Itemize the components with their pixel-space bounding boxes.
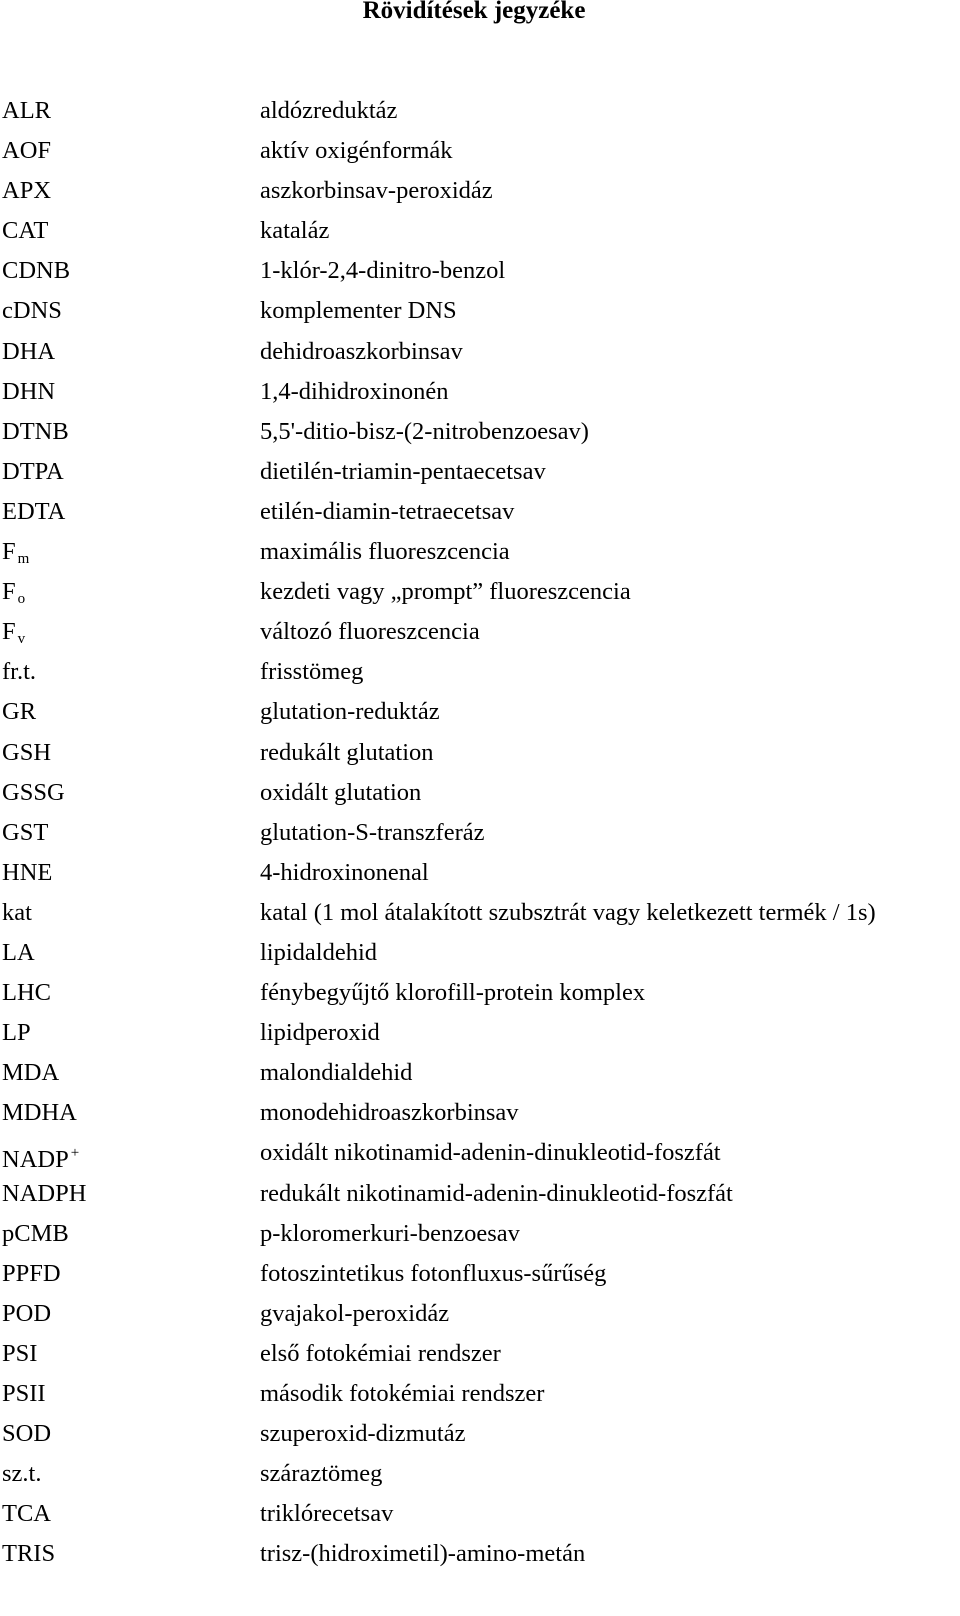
abbreviation-definition: glutation-S-transzferáz	[260, 818, 485, 846]
abbreviation-definition: aszkorbinsav-peroxidáz	[260, 177, 493, 205]
abbreviation-term	[0, 1258, 260, 1290]
abbreviation-definition: szuperoxid-dizmutáz	[260, 1420, 466, 1448]
abbreviation-term	[0, 1538, 260, 1570]
abbreviation-term	[0, 1498, 260, 1530]
abbreviation-term	[0, 1137, 260, 1176]
abbreviation-definition: triklórecetsav	[260, 1500, 394, 1528]
abbreviation-definition: 1-klór-2,4-dinitro-benzol	[260, 257, 506, 285]
abbreviation-term	[0, 496, 260, 528]
abbreviation-term-subscript: o	[17, 591, 26, 608]
abbreviation-term-text: SOD	[2, 1420, 52, 1448]
abbreviation-row	[0, 857, 960, 897]
abbreviation-term	[0, 215, 260, 247]
abbreviation-term-text: CDNB	[2, 257, 71, 285]
abbreviation-term	[0, 416, 260, 448]
abbreviation-definition: redukált glutation	[260, 738, 434, 766]
abbreviation-definition: második fotokémiai rendszer	[260, 1380, 545, 1407]
abbreviation-term-text: POD	[2, 1299, 52, 1327]
abbreviation-definition: lipidaldehid	[260, 938, 378, 966]
abbreviation-definition: komplementer DNS	[260, 297, 457, 325]
abbreviation-term-text: LP	[2, 1019, 31, 1047]
abbreviation-definition: száraztömeg	[260, 1460, 383, 1488]
abbreviation-definition: dehidroaszkorbinsav	[260, 337, 463, 365]
abbreviation-definition: maximális fluoreszcencia	[260, 538, 510, 566]
abbreviation-definition: redukált nikotinamid-adenin-dinukleotid-foszfát	[260, 1179, 733, 1207]
abbreviation-row	[0, 1418, 960, 1458]
abbreviation-row	[0, 1338, 960, 1378]
abbreviation-definition: aldózreduktáz	[260, 97, 398, 124]
abbreviation-term-text: GSH	[2, 738, 52, 766]
abbreviation-term	[0, 616, 260, 655]
abbreviation-row	[0, 536, 960, 576]
abbreviation-term-text: NADP	[2, 1146, 69, 1174]
abbreviation-term-text: fr.t.	[2, 658, 37, 686]
abbreviation-definition: glutation-reduktáz	[260, 698, 440, 726]
abbreviation-definition: kataláz	[260, 217, 330, 245]
abbreviation-row	[0, 656, 960, 696]
abbreviation-term-text: PSII	[2, 1380, 46, 1407]
abbreviation-definition: gvajakol-peroxidáz	[260, 1299, 450, 1327]
abbreviation-term	[0, 937, 260, 969]
abbreviation-term	[0, 817, 260, 849]
abbreviation-row	[0, 1378, 960, 1418]
abbreviation-term	[0, 1017, 260, 1049]
abbreviation-term-subscript: m	[17, 551, 30, 568]
abbreviation-term	[0, 696, 260, 728]
abbreviation-term	[0, 336, 260, 368]
abbreviation-term-text: F	[2, 618, 16, 646]
abbreviation-term-text: F	[2, 578, 16, 606]
abbreviation-row	[0, 977, 960, 1017]
abbreviation-definition: katal (1 mol átalakított szubsztrát vagy keletkezett termék / 1s)	[260, 898, 876, 926]
abbreviation-term-superscript: +	[70, 1145, 80, 1162]
abbreviation-term	[0, 656, 260, 688]
abbreviation-row	[0, 1458, 960, 1498]
abbreviation-term-text: TCA	[2, 1500, 51, 1528]
abbreviation-term	[0, 576, 260, 615]
abbreviation-row	[0, 616, 960, 656]
abbreviation-definition: malondialdehid	[260, 1059, 413, 1087]
abbreviation-term	[0, 1057, 260, 1089]
abbreviation-term	[0, 1178, 260, 1210]
abbreviation-row	[0, 1218, 960, 1258]
abbreviation-term-text: AOF	[2, 137, 52, 165]
abbreviation-term	[0, 295, 260, 327]
abbreviation-term	[0, 1458, 260, 1490]
abbreviation-row	[0, 416, 960, 456]
abbreviation-definition: változó fluoreszcencia	[260, 618, 480, 646]
abbreviation-row	[0, 1258, 960, 1298]
abbreviation-definition: 1,4-dihidroxinonén	[260, 377, 449, 405]
abbreviation-term-text: F	[2, 538, 16, 566]
abbreviation-term-text: GR	[2, 698, 37, 726]
abbreviation-term	[0, 1097, 260, 1129]
abbreviation-row	[0, 496, 960, 536]
abbreviation-term-text: sz.t.	[2, 1460, 42, 1488]
abbreviation-term-text: NADPH	[2, 1179, 87, 1207]
abbreviation-term	[0, 777, 260, 809]
abbreviation-term-text: HNE	[2, 858, 53, 886]
abbreviation-term-text: GST	[2, 818, 49, 846]
abbreviation-row	[0, 777, 960, 817]
abbreviation-term	[0, 897, 260, 929]
abbreviation-row	[0, 376, 960, 416]
abbreviation-term	[0, 536, 260, 575]
abbreviation-row	[0, 576, 960, 616]
abbreviation-row	[0, 1057, 960, 1097]
abbreviation-definition: dietilén-triamin-pentaecetsav	[260, 457, 546, 485]
abbreviation-term-text: PPFD	[2, 1259, 61, 1287]
abbreviation-row	[0, 1137, 960, 1177]
abbreviation-row	[0, 937, 960, 977]
abbreviation-term	[0, 1218, 260, 1250]
abbreviation-term-text: DHA	[2, 337, 56, 365]
abbreviation-definition: első fotokémiai rendszer	[260, 1339, 501, 1367]
abbreviation-definition: etilén-diamin-tetraecetsav	[260, 497, 515, 525]
abbreviation-term-text: LHC	[2, 979, 51, 1007]
abbreviation-definition: p-kloromerkuri-benzoesav	[260, 1219, 520, 1247]
abbreviation-row	[0, 1017, 960, 1057]
abbreviation-definition: 4-hidroxinonenal	[260, 858, 429, 886]
abbreviation-term-text: GSSG	[2, 778, 65, 806]
abbreviation-row	[0, 215, 960, 255]
abbreviation-term	[0, 255, 260, 287]
abbreviation-row	[0, 1538, 960, 1578]
abbreviation-term	[0, 1378, 260, 1410]
abbreviation-row	[0, 295, 960, 335]
abbreviation-term	[0, 135, 260, 167]
abbreviation-definition: kezdeti vagy „prompt” fluoreszcencia	[260, 578, 631, 606]
abbreviation-row	[0, 255, 960, 295]
abbreviation-term	[0, 456, 260, 488]
page-title: Rövidítések jegyzéke	[362, 0, 586, 24]
abbreviation-term	[0, 1298, 260, 1330]
abbreviation-definition: fénybegyűjtő klorofill-protein komplex	[260, 979, 646, 1007]
abbreviation-term	[0, 1418, 260, 1450]
abbreviation-definition: 5,5'-ditio-bisz-(2-nitrobenzoesav)	[260, 417, 589, 445]
abbreviation-term	[0, 376, 260, 408]
abbreviation-term-text: pCMB	[2, 1219, 69, 1247]
abbreviation-definition: lipidperoxid	[260, 1019, 380, 1047]
abbreviation-term-text: DTPA	[2, 457, 64, 485]
abbreviation-definition: monodehidroaszkorbinsav	[260, 1099, 519, 1127]
abbreviation-row	[0, 1498, 960, 1538]
abbreviation-definition: oxidált glutation	[260, 778, 422, 806]
abbreviation-definition: frisstömeg	[260, 658, 364, 686]
abbreviation-term-text: DHN	[2, 377, 56, 405]
abbreviation-definition: fotoszintetikus fotonfluxus-sűrűség	[260, 1259, 607, 1287]
abbreviation-term	[0, 95, 260, 127]
abbreviation-term-text: TRIS	[2, 1540, 56, 1568]
abbreviation-row	[0, 817, 960, 857]
abbreviation-term	[0, 737, 260, 769]
abbreviation-term-text: DTNB	[2, 417, 69, 445]
abbreviation-row	[0, 1178, 960, 1218]
abbreviation-term-text: kat	[2, 898, 32, 926]
abbreviation-term	[0, 1338, 260, 1370]
abbreviation-term	[0, 175, 260, 207]
abbreviation-term-text: EDTA	[2, 497, 66, 525]
abbreviation-definition: aktív oxigénformák	[260, 137, 453, 165]
abbreviation-term-text: LA	[2, 938, 35, 966]
abbreviation-term-text: APX	[2, 177, 52, 205]
abbreviation-definition: trisz-(hidroximetil)-amino-metán	[260, 1540, 586, 1568]
abbreviation-row	[0, 897, 960, 937]
abbreviation-term-text: MDHA	[2, 1099, 77, 1127]
abbreviation-term-text: MDA	[2, 1059, 60, 1087]
abbreviation-row	[0, 696, 960, 736]
abbreviation-list	[0, 95, 960, 1578]
abbreviation-term	[0, 977, 260, 1009]
abbreviation-term-subscript: v	[17, 631, 26, 648]
abbreviation-row	[0, 336, 960, 376]
abbreviation-row	[0, 175, 960, 215]
abbreviation-row	[0, 135, 960, 175]
abbreviation-definition: oxidált nikotinamid-adenin-dinukleotid-foszfát	[260, 1139, 721, 1167]
abbreviation-term-text: PSI	[2, 1339, 38, 1367]
abbreviation-row	[0, 456, 960, 496]
abbreviation-row	[0, 737, 960, 777]
abbreviation-term-text: ALR	[2, 97, 51, 124]
abbreviation-term-text: cDNS	[2, 297, 62, 325]
abbreviation-row	[0, 1298, 960, 1338]
abbreviation-term	[0, 857, 260, 889]
abbreviation-term-text: CAT	[2, 217, 49, 245]
abbreviation-row	[0, 95, 960, 135]
abbreviation-row	[0, 1097, 960, 1137]
